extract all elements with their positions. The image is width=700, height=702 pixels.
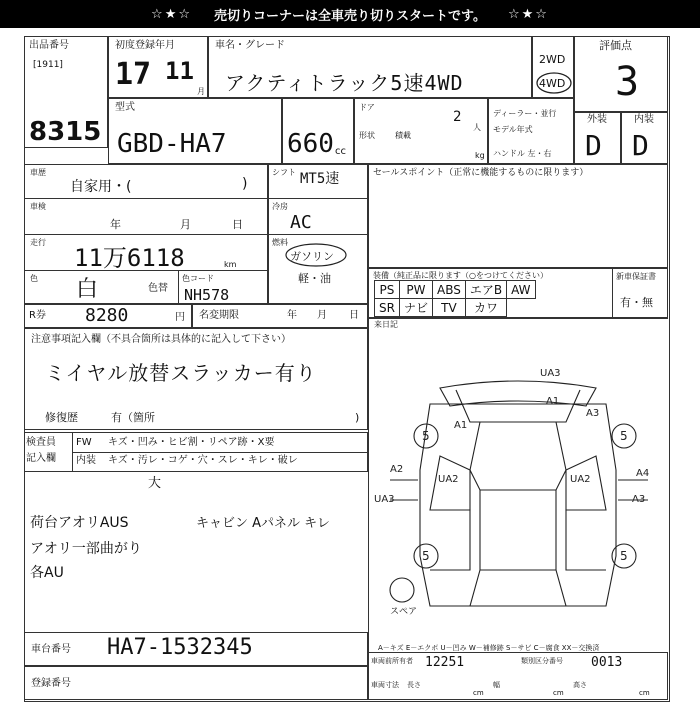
size-length: 長さ bbox=[407, 681, 421, 689]
cm-unit-3: cm bbox=[639, 689, 650, 697]
spare-label: スペア bbox=[390, 607, 418, 617]
history-value: 自家用・( bbox=[70, 179, 132, 195]
inspection-label: 車検 bbox=[30, 202, 46, 211]
lot-number: 8315 bbox=[29, 117, 102, 147]
repair-close: ) bbox=[355, 411, 360, 424]
history-close: ) bbox=[242, 176, 248, 192]
fw-items: キズ・凹み・ヒビ割・リペア跡・X要 bbox=[108, 437, 275, 448]
wheel-fl: 5 bbox=[422, 429, 430, 443]
equip-ps: PS bbox=[375, 281, 400, 299]
notes-label: 注意事項記入欄（不具合箇所は具体的に記入して下さい） bbox=[31, 334, 291, 345]
int-value: D bbox=[632, 129, 649, 162]
repair-value: 有（箇所 bbox=[111, 411, 155, 424]
score-label: 評価点 bbox=[599, 39, 632, 52]
dmg-a3-right: A3 bbox=[586, 408, 600, 419]
ac-label: 冷房 bbox=[272, 202, 288, 211]
first-reg-label: 初度登録年月 bbox=[115, 40, 175, 51]
wheel-rl: 5 bbox=[422, 549, 430, 563]
equip-navi: ナビ bbox=[399, 299, 432, 317]
model-box bbox=[108, 98, 282, 164]
dmg-ua2-left: UA2 bbox=[438, 474, 459, 485]
color-replace-label: 色替 bbox=[148, 283, 168, 294]
new-car-label: 新車保証書 bbox=[616, 272, 656, 281]
equip-sr: SR bbox=[375, 299, 400, 317]
recycle-box bbox=[24, 304, 192, 328]
capacity-label: 積載 bbox=[395, 131, 411, 140]
lot-box bbox=[24, 36, 108, 148]
color-label: 色 bbox=[30, 274, 38, 283]
drive-2wd: 2WD bbox=[539, 53, 566, 66]
equip-tv: TV bbox=[432, 299, 465, 317]
inspection-month: 月 bbox=[180, 218, 191, 231]
chassis-label: 車台番号 bbox=[31, 644, 71, 655]
dmg-a1-left: A1 bbox=[454, 420, 468, 431]
damage-legend: A－キズ E－エクボ U－凹み W－補修跡 S－サビ C－腐食 XX－交換済 bbox=[378, 644, 600, 652]
notes-handwritten: ミイヤル放替スラッカー有り bbox=[45, 361, 317, 385]
fuel-diesel: 軽・油 bbox=[298, 272, 331, 285]
int-label: 内装 bbox=[634, 114, 654, 125]
car-diagram bbox=[370, 360, 666, 630]
model-year-label: モデル年式 bbox=[493, 125, 533, 134]
dmg-a2-left: A2 bbox=[390, 464, 404, 475]
drive-circle bbox=[535, 71, 573, 95]
fuel-circle bbox=[284, 242, 348, 268]
chassis-box bbox=[24, 632, 368, 666]
km-unit: km bbox=[224, 260, 237, 269]
wheel-fr: 5 bbox=[620, 429, 628, 443]
capacity-unit: kg bbox=[475, 151, 485, 160]
size-label: 車両寸法 bbox=[371, 681, 399, 689]
remarks-label: 来日記 bbox=[374, 320, 398, 329]
dmg-ua2-right: UA2 bbox=[570, 474, 591, 485]
first-reg-month: 11 bbox=[165, 57, 194, 85]
model-value: GBD-HA7 bbox=[117, 129, 227, 159]
month-unit: 月 bbox=[197, 87, 205, 96]
equip-leather: カワ bbox=[465, 299, 506, 317]
handle-label: ハンドル 左・右 bbox=[493, 149, 552, 158]
shift-label: シフト bbox=[272, 168, 296, 177]
sales-point-box bbox=[368, 164, 668, 268]
cm-unit-1: cm bbox=[473, 689, 484, 697]
mini-value-1: 12251 bbox=[425, 655, 465, 670]
door-label: ドア bbox=[359, 103, 375, 112]
equip-aw: AW bbox=[507, 281, 535, 299]
note-4: 各AU bbox=[30, 565, 64, 581]
inspector-label-1: 検査員 bbox=[26, 437, 56, 448]
nc-day: 日 bbox=[349, 310, 359, 321]
equip-pw: PW bbox=[399, 281, 432, 299]
name-change-label: 名変期限 bbox=[199, 310, 239, 321]
new-car-value: 有・無 bbox=[620, 296, 653, 309]
mini-label-1: 車両前所有者 bbox=[371, 657, 413, 665]
dmg-a3-right-lower: A3 bbox=[632, 494, 646, 505]
cc-unit: cc bbox=[335, 146, 346, 157]
recycle-label: R券 bbox=[29, 310, 46, 321]
yen-unit: 円 bbox=[175, 312, 185, 323]
name-change-box bbox=[192, 304, 368, 328]
score-value: 3 bbox=[615, 59, 640, 105]
int-box bbox=[621, 112, 668, 164]
note-1: 荷台アオリAUS bbox=[30, 515, 129, 531]
score-box bbox=[574, 36, 668, 112]
nc-year: 年 bbox=[287, 310, 297, 321]
ext-label: 外装 bbox=[587, 114, 607, 125]
first-reg-box bbox=[108, 36, 208, 98]
nc-month: 月 bbox=[317, 310, 327, 321]
door-box bbox=[354, 98, 488, 164]
int-check-label: 内装 bbox=[76, 455, 96, 466]
shift-value: MT5速 bbox=[300, 171, 340, 187]
note-2: キャビン Aパネル キレ bbox=[196, 516, 331, 531]
ext-value: D bbox=[585, 129, 602, 162]
wheel-rr: 5 bbox=[620, 549, 628, 563]
color-value: 白 bbox=[76, 277, 99, 302]
fuel-label: 燃料 bbox=[272, 238, 288, 247]
history-label: 車歴 bbox=[30, 168, 46, 177]
banner-text: 売切りコーナーは全車売り切りスタートです。 bbox=[214, 8, 486, 24]
equip-airbag: エアB bbox=[465, 281, 506, 299]
dmg-ua3-left: UA3 bbox=[374, 494, 395, 505]
lot-label: 出品番号 bbox=[29, 40, 69, 51]
name-value: アクティトラック5速4WD bbox=[225, 71, 464, 95]
size-width: 幅 bbox=[493, 681, 500, 689]
displacement-box bbox=[282, 98, 354, 164]
note-3: アオリ一部曲がり bbox=[30, 541, 142, 557]
displacement-value: 660 bbox=[287, 129, 334, 159]
drive-box bbox=[532, 36, 574, 98]
inspection-day: 日 bbox=[232, 218, 243, 231]
equipment-label: 装備（純正品に限ります（○をつけてください） bbox=[373, 271, 548, 280]
repair-label: 修復歴 bbox=[45, 411, 78, 424]
color-code-value: NH578 bbox=[184, 286, 230, 304]
mileage-value: 11万6118 bbox=[74, 244, 185, 272]
footer-right-box bbox=[368, 652, 668, 700]
fw-label: FW bbox=[76, 437, 92, 448]
model-label: 型式 bbox=[115, 102, 135, 113]
fuel-value: ガソリン bbox=[290, 250, 334, 263]
mileage-label: 走行 bbox=[30, 238, 46, 247]
name-label: 車名・グレード bbox=[215, 40, 285, 51]
mini-label-2: 類別区分番号 bbox=[521, 657, 563, 665]
notes-box bbox=[24, 328, 368, 430]
reg-box bbox=[24, 666, 368, 700]
dealer-box bbox=[488, 98, 574, 164]
equipment-table bbox=[374, 280, 536, 317]
ac-value: AC bbox=[290, 212, 312, 233]
person-unit: 人 bbox=[473, 123, 481, 132]
color-code-label: 色コード bbox=[182, 274, 214, 283]
reg-label: 登録番号 bbox=[31, 678, 71, 689]
first-reg-year: 17 bbox=[115, 57, 152, 92]
inspector-mark: 大 bbox=[148, 476, 162, 491]
name-box bbox=[208, 36, 532, 98]
cm-unit-2: cm bbox=[553, 689, 564, 697]
drive-4wd: 4WD bbox=[539, 77, 566, 90]
ext-box bbox=[574, 112, 621, 164]
banner-stars-left: ☆★☆ bbox=[151, 6, 193, 22]
dmg-ua3-top: UA3 bbox=[540, 368, 561, 379]
sales-point-label: セールスポイント（正常に機能するものに限ります） bbox=[373, 168, 589, 178]
mini-value-2: 0013 bbox=[591, 655, 623, 670]
size-height: 高さ bbox=[573, 681, 587, 689]
inspector-label-2: 記入欄 bbox=[26, 453, 56, 464]
banner-stars-right: ☆★☆ bbox=[507, 6, 549, 22]
dmg-a1-top: A1 bbox=[546, 396, 560, 407]
recycle-value: 8280 bbox=[85, 305, 129, 326]
banner bbox=[0, 0, 700, 28]
person-count: 2 bbox=[453, 109, 462, 125]
lot-code: [1911] bbox=[33, 60, 63, 70]
dealer-label: ディーラー・並行 bbox=[493, 109, 557, 118]
chassis-value: HA7-1532345 bbox=[107, 635, 253, 660]
dmg-a4-right: A4 bbox=[636, 468, 650, 479]
shape-label: 形状 bbox=[359, 131, 375, 140]
inspection-year: 年 bbox=[110, 218, 121, 231]
int-items: キズ・汚レ・コゲ・穴・スレ・キレ・破レ bbox=[108, 455, 298, 466]
equip-abs: ABS bbox=[432, 281, 465, 299]
